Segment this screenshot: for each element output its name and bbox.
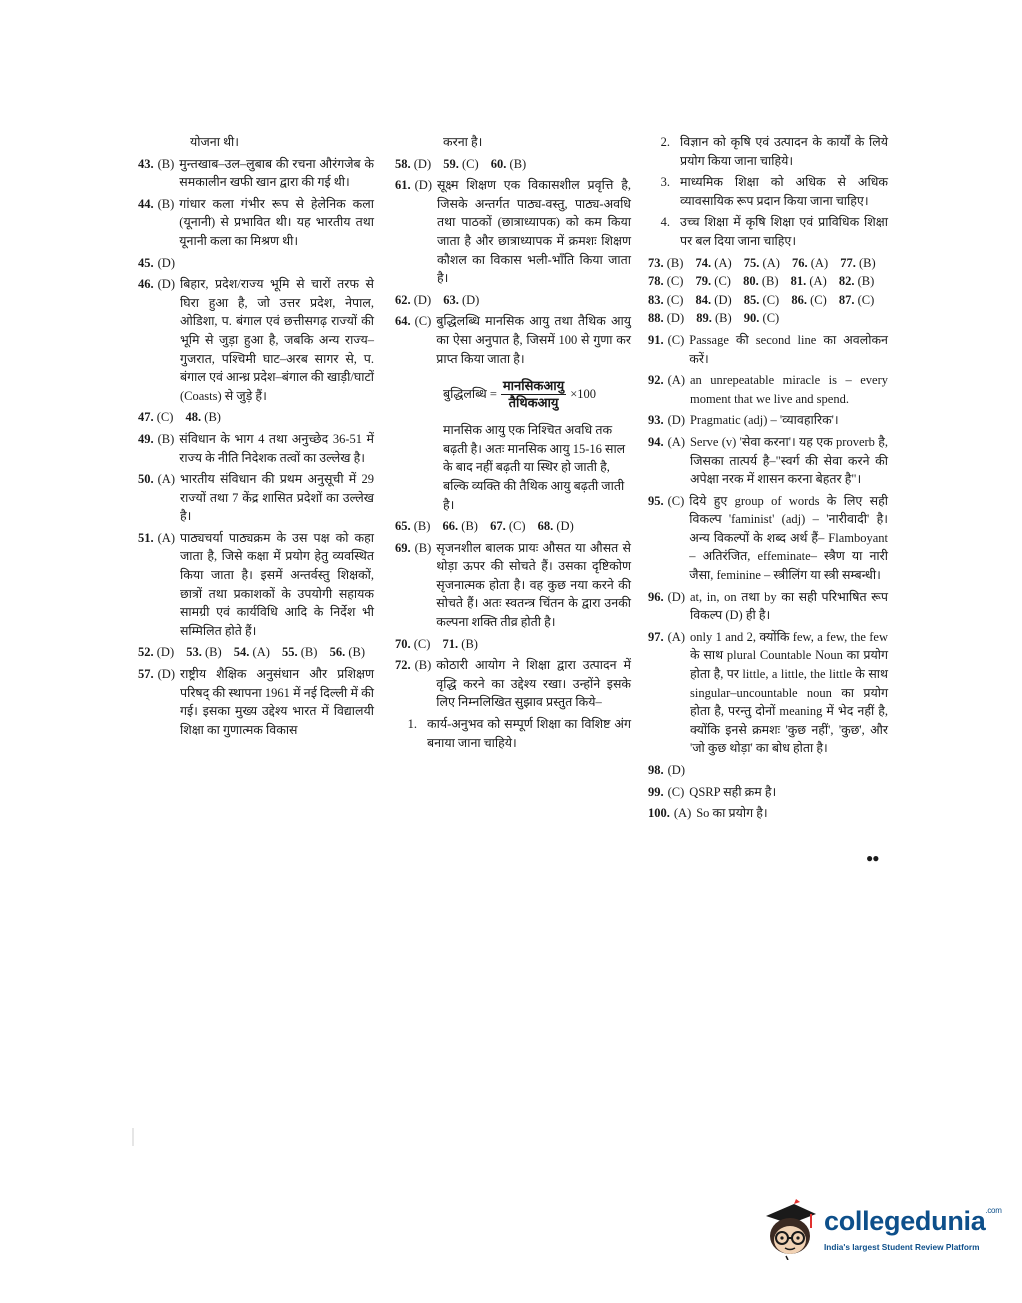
- answer-number: 58.: [395, 156, 411, 171]
- answer-option: (B): [859, 255, 876, 270]
- answer-pair: [443, 519, 478, 533]
- margin-artifact: [132, 1128, 134, 1146]
- answer-text: मानसिक आयु एक निश्चित अवधि तक बढ़ती है। अतः मानसिक आयु 15-16 साल के बाद नहीं बढ़ती या स्थिर हो जाती है, बल्कि व्यक्ति की तैथिक आयु बढ़ती जाती है।: [443, 423, 626, 512]
- answer-text: संविधान के भाग 4 तथा अनुच्छेद 36-51 में राज्य के नीति निदेशक तत्वों का उल्लेख है।: [179, 431, 374, 465]
- answer-option: (B): [414, 540, 432, 555]
- answer-pair: [839, 274, 874, 288]
- answer-number: 48.: [185, 410, 202, 425]
- answer-option: (D): [667, 413, 685, 428]
- answer-text: Pragmatic (adj) – 'व्यावहारिक'।: [689, 413, 839, 428]
- answer-pair: [395, 293, 431, 307]
- answer-option: (D): [667, 589, 685, 604]
- answer-option: (D): [667, 763, 685, 777]
- answer-number: 94.: [648, 434, 664, 449]
- answer-run: [395, 155, 631, 174]
- answer-item: [395, 176, 631, 288]
- answer-number: 68.: [537, 519, 554, 534]
- answer-pair: [234, 645, 270, 659]
- answer-pair: [792, 256, 828, 270]
- answer-pair: [395, 519, 430, 533]
- answer-option: (C): [762, 311, 780, 326]
- answer-pair: [791, 293, 826, 307]
- answer-number: 46.: [138, 277, 154, 292]
- answer-number: 65.: [395, 519, 411, 534]
- answer-option: (C): [762, 292, 780, 307]
- answer-pair: [186, 410, 221, 424]
- answer-run: [138, 643, 374, 662]
- answer-number: 80.: [743, 274, 759, 289]
- answer-number: 82.: [838, 274, 855, 289]
- answer-option: (C): [714, 274, 731, 289]
- answer-run: [648, 254, 888, 273]
- answer-option: (B): [666, 255, 684, 270]
- answer-item: [648, 761, 888, 780]
- answer-pair: [696, 256, 732, 270]
- answer-text: दिये हुए group of words के लिए सही विकल्प 'faminist' (adj) – 'नारीवादी' है। अन्य विकल्पों के शब्द अर्थ हैं– Flamboyant – अतिरंजित, effeminate– स्त्रैण या नारी जैसा, feminine – स्त्रीलिंग या स्त्री सम्बन्धी।: [689, 493, 888, 583]
- answer-text: भारतीय संविधान की प्रथम अनुसूची में 29 राज्यों तथा 7 केंद्र शासित प्रदेशों का उल्लेख है।: [179, 472, 374, 524]
- answer-option: (D): [714, 292, 732, 307]
- answer-number: 79.: [695, 274, 712, 289]
- answer-pair: [839, 293, 874, 307]
- answer-item: [648, 433, 888, 489]
- suggestion-text: उच्च शिक्षा में कृषि शिक्षा एवं प्राविधिक शिक्षा पर बल दिया जाना चाहिए।: [680, 215, 888, 248]
- answer-option: (A): [667, 373, 685, 388]
- answer-number: 51.: [138, 530, 154, 545]
- answer-pair: [840, 256, 875, 270]
- answer-number: 43.: [138, 156, 154, 171]
- answer-number: 75.: [743, 255, 760, 270]
- answer-option: (B): [204, 645, 222, 660]
- answer-pair: [648, 293, 683, 307]
- answer-option: (C): [667, 332, 685, 347]
- answer-option: (C): [508, 519, 526, 534]
- answer-item: [138, 254, 374, 273]
- answer-option: (D): [414, 178, 432, 193]
- formula-multiplier: ×100: [570, 387, 597, 402]
- suggestion-item: [648, 133, 888, 170]
- answer-option: (C): [414, 314, 432, 329]
- answer-item: [138, 529, 374, 641]
- answer-number: 70.: [395, 636, 411, 651]
- answer-pair: [743, 274, 778, 288]
- answer-number: 64.: [395, 314, 411, 329]
- answer-number: 98.: [648, 763, 664, 777]
- answer-run: [648, 291, 888, 310]
- answer-option: (B): [413, 519, 431, 534]
- answer-item: [138, 275, 374, 405]
- answer-number: 78.: [648, 274, 664, 289]
- answer-number: 97.: [648, 629, 664, 644]
- answer-option: (C): [666, 292, 684, 307]
- answer-number: 52.: [138, 645, 154, 660]
- answer-text: only 1 and 2, क्योंकि few, a few, the few के साथ plural Countable Noun का प्रयोग होता है, पर little, a little, the little के साथ singular–uncountable noun का प्रयोग होता है, परन्तु दोनों meaning में भेद नहीं है, क्योंकि इनसे क्रमशः 'कुछ नहीं', 'कुछ', और 'जो कुछ थोड़ा' का बोध होता है।: [689, 629, 888, 756]
- answer-number: 55.: [282, 645, 298, 660]
- logo-wordmark: [824, 1206, 1002, 1237]
- answer-number: 62.: [395, 292, 411, 307]
- answer-number: 45.: [138, 255, 154, 270]
- answer-item: [395, 539, 631, 632]
- answer-number: 99.: [648, 784, 664, 799]
- answer-option: (D): [413, 292, 432, 307]
- answer-text: करना है।: [443, 135, 483, 149]
- answer-text: राष्ट्रीय शैक्षिक अनुसंधान और प्रशिक्षण परिषद् की स्थापना 1961 में नई दिल्ली में की गई। इसका मुख्य उद्देश्य भारत में विद्यालयी शिक्षा का गुणात्मक विकास: [179, 667, 374, 737]
- answer-run: [138, 408, 374, 427]
- answer-item: [648, 411, 888, 430]
- answer-number: 77.: [840, 255, 856, 270]
- answer-pair: [443, 637, 478, 651]
- suggestion-text: विज्ञान को कृषि एवं उत्पादन के कार्यों के लिये प्रयोग किया जाना चाहिये।: [680, 135, 888, 168]
- answer-pair: [443, 157, 478, 171]
- answer-text: सूक्ष्म शिक्षण एक विकासशील प्रवृत्ति है, जिसके अन्तर्गत पाठ्य-वस्तु, पाठ्य-अवधि तथा पाठकों (छात्राध्यापक) को कम किया जाता है और छात्राध्यापक में क्रमशः शिक्षण कौशल का विकास भली-भाँति किया जाता है।: [436, 178, 631, 286]
- answer-item: [138, 195, 374, 251]
- answer-number: 76.: [792, 255, 808, 270]
- answer-text: an unrepeatable miracle is – every moment that we live and spend.: [689, 373, 888, 406]
- answer-column-3: [648, 133, 888, 826]
- logo-name: collegedunia: [824, 1206, 986, 1236]
- answer-number: 61.: [395, 178, 411, 193]
- answer-text: बुद्धिलब्धि मानसिक आयु तथा तैथिक आयु का ऐसा अनुपात है, जिसमें 100 से गुणा कर प्राप्त किया जाता है।: [436, 314, 631, 366]
- answer-option: (D): [157, 667, 175, 682]
- answer-option: (C): [666, 274, 684, 289]
- end-marker: ●●: [866, 851, 879, 865]
- answer-pair: [538, 519, 574, 533]
- answer-number: 84.: [695, 292, 712, 307]
- suggestion-number: 4.: [660, 215, 670, 230]
- answer-option: (C): [857, 292, 875, 307]
- answer-pair: [395, 637, 430, 651]
- answer-option: (D): [156, 645, 175, 660]
- answer-option: (B): [157, 156, 175, 171]
- answer-item: [648, 331, 888, 368]
- answer-option: (B): [714, 311, 732, 326]
- answer-pair: [696, 274, 731, 288]
- answer-pair: [138, 410, 173, 424]
- answer-option: (A): [762, 255, 780, 270]
- answer-text: at, in, on तथा by का सही परिभाषित रूप विकल्प (D) ही है।: [689, 589, 888, 623]
- answer-pair: [490, 519, 525, 533]
- answer-number: 54.: [233, 645, 250, 660]
- suggestion-item: [648, 173, 888, 210]
- answer-continuation: [395, 421, 631, 514]
- answer-run: [395, 635, 631, 654]
- answer-pair: [138, 645, 174, 659]
- answer-text: So का प्रयोग है।: [696, 806, 768, 821]
- answer-option: (B): [461, 519, 478, 534]
- answer-option: (B): [509, 156, 527, 171]
- formula-denominator: तैथिकआयु: [508, 395, 559, 411]
- answer-option: (B): [157, 431, 175, 446]
- answer-option: (A): [667, 434, 685, 449]
- answer-option: (C): [461, 156, 479, 171]
- answer-option: (D): [157, 255, 175, 270]
- answer-option: (B): [857, 274, 875, 289]
- answer-number: 57.: [138, 667, 154, 682]
- answer-text: Serve (v) 'सेवा करना'। यह एक proverb है, जिसका तात्पर्य है–"स्वर्ग की सेवा करने की अपेक्षा नरक में शासन करना बेहतर है"।: [689, 434, 888, 487]
- answer-item: [138, 430, 374, 467]
- answer-continuation: [138, 133, 374, 152]
- answer-item: [648, 783, 888, 802]
- answer-number: 72.: [395, 658, 411, 673]
- answer-item: [648, 492, 888, 585]
- answer-pair: [186, 645, 221, 659]
- answer-option: (D): [461, 292, 480, 307]
- answer-number: 86.: [791, 292, 807, 307]
- answer-number: 73.: [648, 255, 664, 270]
- answer-number: 93.: [648, 413, 664, 428]
- answer-option: (B): [414, 658, 432, 673]
- answer-pair: [330, 645, 365, 659]
- answer-number: 95.: [648, 493, 664, 508]
- answer-number: 56.: [329, 645, 346, 660]
- suggestion-text: माध्यमिक शिक्षा को अधिक से अधिक व्यावसायिक रूप प्रदान किया जाना चाहिए।: [680, 175, 888, 208]
- answer-pair: [744, 311, 779, 325]
- answer-run: [395, 517, 631, 536]
- answer-option: (C): [156, 410, 174, 425]
- answer-pair: [744, 256, 780, 270]
- answer-option: (B): [461, 636, 478, 651]
- answer-pair: [791, 274, 827, 288]
- answer-pair: [648, 274, 683, 288]
- answer-number: 83.: [648, 292, 664, 307]
- answer-option: (A): [673, 806, 692, 821]
- answer-pair: [282, 645, 317, 659]
- answer-run: [648, 309, 888, 328]
- answer-text: कोठारी आयोग ने शिक्षा द्वारा उत्पादन में वृद्धि करने का उद्देश्य रखा। उन्होंने इसके लिए निम्नलिखित सुझाव प्रस्तुत किये–: [436, 658, 631, 710]
- answer-option: (D): [666, 311, 685, 326]
- answer-option: (A): [157, 530, 175, 545]
- answer-item: [395, 656, 631, 712]
- suggestion-number: 1.: [407, 717, 417, 732]
- logo-tagline: India's largest Student Review Platform: [824, 1242, 980, 1252]
- answer-continuation: [395, 133, 631, 152]
- formula-lhs: बुद्धिलब्धि =: [443, 387, 497, 402]
- answer-item: [138, 665, 374, 739]
- answer-option: (B): [761, 274, 779, 289]
- answer-text: Passage की second line का अवलोकन करें।: [689, 332, 888, 366]
- suggestion-number: 3.: [660, 175, 670, 190]
- answer-text: सृजनशील बालक प्रायः औसत या औसत से थोड़ा ऊपर की सोचते हैं। उसका दृष्टिकोण सृजनात्मक होता है। वह कुछ नया करने की सोचते हैं। अतः स्वतन्त्र चिंतन के द्वारा उनकी कल्पना शक्ति तीव्र होती है।: [436, 540, 631, 630]
- answer-pair: [648, 311, 684, 325]
- answer-item: [138, 155, 374, 192]
- answer-option: (D): [413, 156, 432, 171]
- answer-option: (C): [667, 784, 685, 799]
- answer-number: 88.: [648, 311, 664, 326]
- answer-option: (B): [348, 645, 365, 660]
- answer-option: (A): [157, 472, 175, 487]
- mascot-icon: [760, 1196, 820, 1260]
- answer-option: (B): [300, 645, 318, 660]
- answer-option: (A): [667, 629, 685, 644]
- answer-number: 67.: [490, 519, 506, 534]
- answer-pair: [443, 293, 479, 307]
- answer-number: 63.: [443, 292, 459, 307]
- suggestion-item: [648, 213, 888, 250]
- answer-run: [648, 272, 888, 291]
- answer-option: (A): [252, 645, 270, 660]
- answer-number: 66.: [442, 519, 459, 534]
- answer-number: 89.: [696, 311, 712, 326]
- answer-number: 90.: [743, 311, 760, 326]
- answer-option: (B): [204, 410, 221, 425]
- answer-option: (D): [556, 519, 574, 534]
- suggestion-text: कार्य-अनुभव को सम्पूर्ण शिक्षा का विशिष्ट अंग बनाया जाना चाहिये।: [427, 717, 631, 750]
- answer-pair: [696, 311, 731, 325]
- answer-text: पाठ्यचर्या पाठ्यक्रम के उस पक्ष को कहा जाता है, जिसे कक्षा में प्रयोग हेतु व्यवस्थित किया जाता है। इसमें अन्तर्वस्तु शिक्षकों, छात्रों तथा प्रकाशकों के उपयोगी सहायक सामग्री एवं कार्यविधि आदि के निर्देश भी सम्मिलित होते हैं।: [179, 530, 374, 638]
- answer-column-2: [395, 133, 631, 755]
- answer-item: [648, 588, 888, 625]
- answer-text: योजना थी।: [190, 135, 240, 149]
- logo-suffix: .com: [985, 1206, 1002, 1215]
- answer-number: 96.: [648, 589, 664, 604]
- iq-formula: [443, 378, 631, 411]
- answer-pair: [744, 293, 779, 307]
- answer-option: (D): [157, 277, 175, 292]
- answer-number: 100.: [648, 806, 670, 821]
- answer-number: 44.: [138, 196, 154, 211]
- answer-pair: [395, 157, 431, 171]
- answer-option: (A): [714, 255, 732, 270]
- answer-option: (A): [809, 274, 827, 289]
- answer-item: [395, 312, 631, 368]
- answer-option: (A): [810, 255, 829, 270]
- answer-number: 47.: [138, 410, 154, 425]
- answer-number: 59.: [443, 156, 459, 171]
- answer-pair: [491, 157, 526, 171]
- answer-number: 53.: [186, 645, 202, 660]
- answer-item: [648, 628, 888, 758]
- answer-pair: [696, 293, 732, 307]
- answer-option: (C): [810, 292, 827, 307]
- answer-run: [395, 291, 631, 310]
- answer-number: 85.: [743, 292, 760, 307]
- answer-option: (B): [157, 196, 175, 211]
- answer-number: 87.: [838, 292, 855, 307]
- answer-option: (C): [667, 493, 685, 508]
- answer-number: 74.: [695, 255, 712, 270]
- answer-number: 81.: [790, 274, 807, 289]
- answer-number: 91.: [648, 332, 664, 347]
- answer-number: 92.: [648, 373, 664, 388]
- answer-number: 71.: [442, 636, 459, 651]
- formula-numerator: मानसिकआयु: [502, 378, 565, 394]
- answer-number: 60.: [490, 156, 507, 171]
- answer-pair: [648, 256, 683, 270]
- collegedunia-logo[interactable]: [760, 1196, 1002, 1268]
- answer-text: मुन्तखाब–उल–लुबाब की रचना औरंगजेब के समकालीन खफी खान द्वारा की गई थी।: [179, 156, 374, 190]
- answer-item: [648, 804, 888, 823]
- answer-number: 49.: [138, 431, 154, 446]
- answer-item: [648, 371, 888, 408]
- answer-text: QSRP सही क्रम है।: [689, 784, 777, 799]
- answer-text: बिहार, प्रदेश/राज्य भूमि से चारों तरफ से घिरा हुआ है, जो उत्तर प्रदेश, नेपाल, ओडिशा, प. बंगाल एवं छत्तीसगढ़ राज्यों की भूमि से जुड़ा हुआ है, जबकि अन्य राज्य–गुजरात, पश्चिमी घाट–अरब सागर से, प. बंगाल एवं आन्ध्र प्रदेश–बंगाल की खाड़ी/घाटों (Coasts) से जुड़े हैं।: [179, 277, 374, 403]
- answer-number: 50.: [138, 472, 154, 487]
- suggestion-item: [395, 715, 631, 752]
- suggestion-number: 2.: [660, 135, 670, 149]
- answer-item: [138, 470, 374, 526]
- answer-option: (C): [413, 636, 431, 651]
- answer-column-1: [138, 133, 374, 742]
- formula-fraction: [501, 378, 566, 411]
- answer-text: गांधार कला गंभीर रूप से हेलेनिक कला (यूनानी) से प्रभावित थी। यह भारतीय तथा यूनानी कला का मिश्रण थी।: [179, 196, 374, 248]
- answer-number: 69.: [395, 540, 411, 555]
